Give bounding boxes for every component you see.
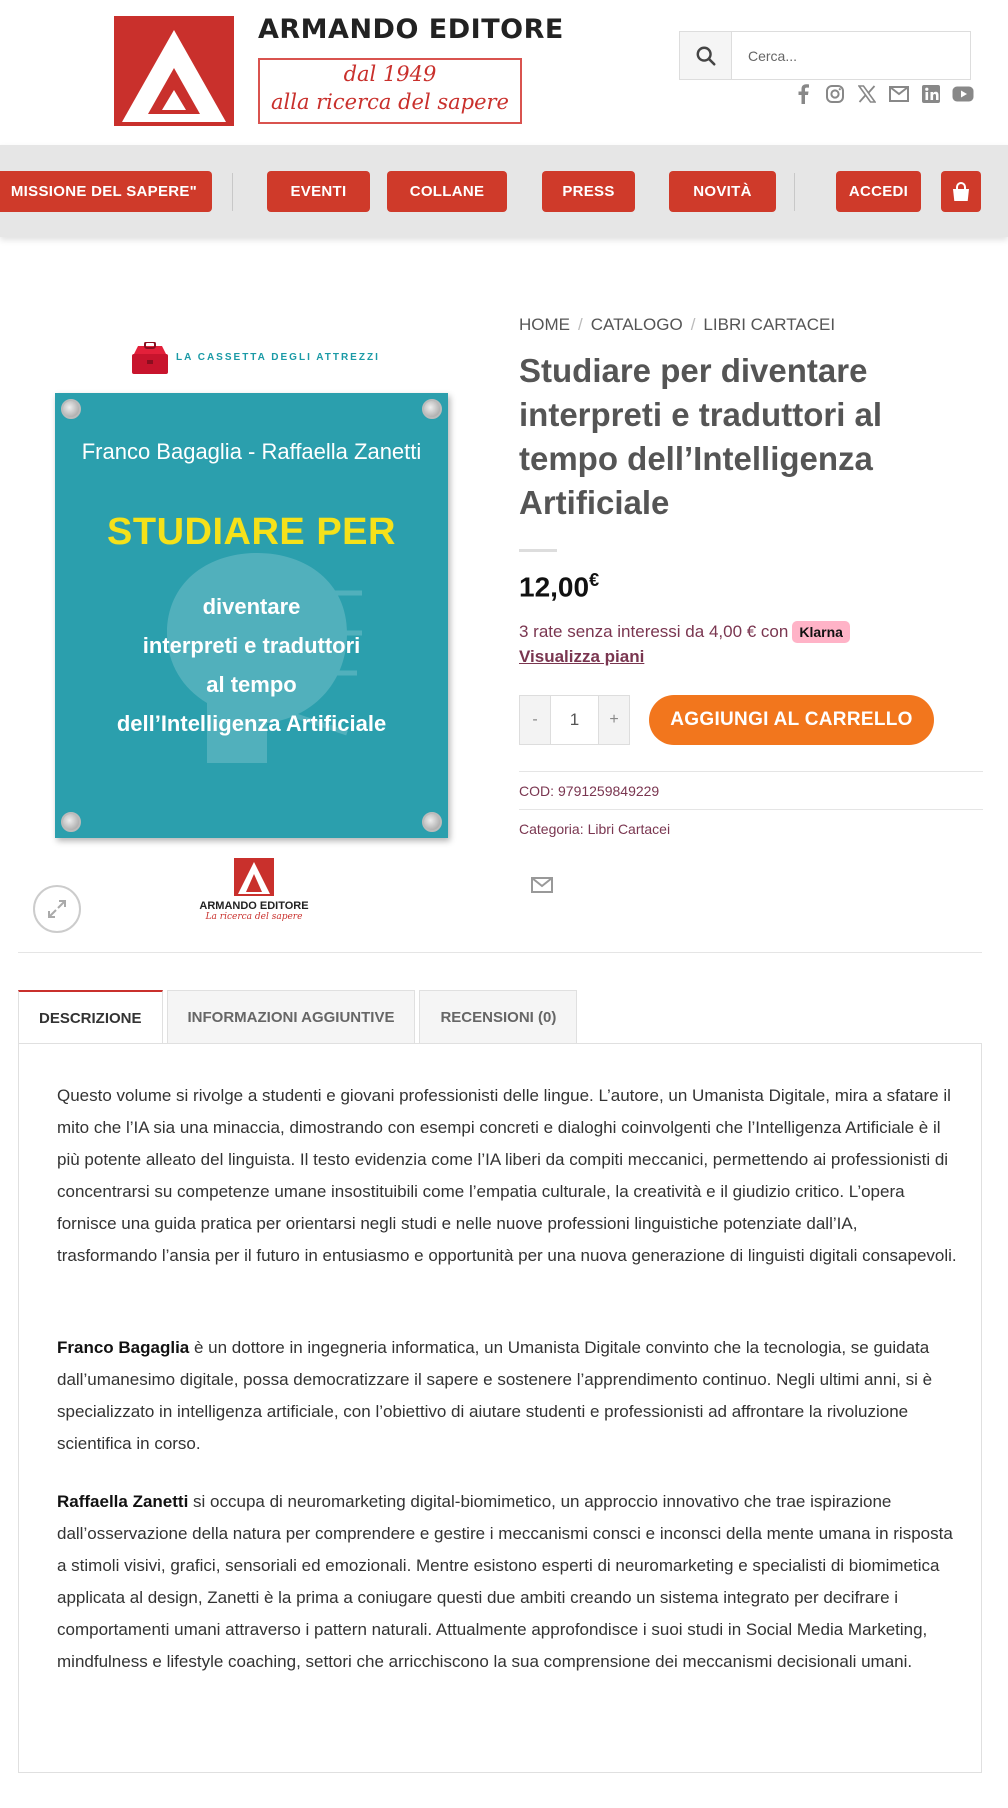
product-info <box>519 315 983 894</box>
category-row <box>519 810 983 848</box>
quantity-stepper <box>519 695 630 745</box>
category-link[interactable]: Libri Cartacei <box>587 821 671 838</box>
add-to-cart-row <box>519 695 983 745</box>
shopping-bag-icon <box>950 181 972 203</box>
search-input[interactable] <box>732 32 970 79</box>
search-icon <box>695 45 717 67</box>
brand-tagline <box>258 58 522 124</box>
nav-item-collane[interactable]: COLLANE <box>387 171 507 212</box>
sku-row <box>519 772 983 810</box>
breadcrumb-libri-cartacei[interactable]: LIBRI CARTACEI <box>703 315 836 334</box>
main-nav <box>0 145 1008 237</box>
series-banner-text: LA CASSETTA DEGLI ATTREZZI <box>176 352 380 363</box>
author-name: Raffaella Zanetti <box>57 1492 189 1511</box>
publisher-logo-mark <box>234 858 274 896</box>
instagram-icon[interactable] <box>824 83 846 105</box>
nav-item-missione[interactable]: MISSIONE DEL SAPERE" <box>0 171 212 212</box>
cover-subtitle-line: diventare <box>202 594 301 619</box>
publisher-logo <box>194 858 314 938</box>
screw-decoration <box>422 812 442 832</box>
sku-label: COD: <box>519 782 554 799</box>
brand-tagline-line2: alla ricerca del sapere <box>271 90 509 114</box>
login-button[interactable]: ACCEDI <box>836 171 921 212</box>
expand-icon <box>45 897 69 921</box>
author-bio-zanetti <box>57 1486 957 1678</box>
screw-decoration <box>422 399 442 419</box>
author-bio-text: è un dottore in ingegneria informatica, un Umanista Digitale convinto che la tecnologia, se guidata dall’umanesimo digitale, possa democratizzare il sapere e sostenere l’apprendimento continuo. Negli ultimi anni, si è specializzato in intelligenza artificiale, con l’obiettivo di aiutare studenti e professionisti ad affrontare la rivoluzione scientifica in corso. <box>57 1338 933 1453</box>
tab-informazioni-aggiuntive[interactable]: INFORMAZIONI AGGIUNTIVE <box>167 990 416 1044</box>
section-divider <box>18 952 982 953</box>
brand-tagline-line1: dal 1949 <box>343 62 437 86</box>
nav-separator <box>232 173 233 211</box>
quantity-increase-button[interactable]: + <box>599 696 629 744</box>
quantity-decrease-button[interactable]: - <box>520 696 550 744</box>
logo-mark <box>114 16 234 126</box>
title-divider <box>519 549 557 552</box>
share-email-button[interactable] <box>531 876 553 894</box>
cover-subtitle-line: dell’Intelligenza Artificiale <box>116 711 387 736</box>
klarna-info <box>519 621 983 667</box>
nav-item-novita[interactable]: NOVITÀ <box>669 171 776 212</box>
email-icon <box>531 876 553 894</box>
quantity-input[interactable] <box>550 696 599 744</box>
facebook-icon[interactable] <box>792 83 814 105</box>
cart-button[interactable] <box>941 171 981 212</box>
screw-decoration <box>61 399 81 419</box>
screw-decoration <box>61 812 81 832</box>
category-label: Categoria: <box>519 821 584 838</box>
nav-item-press[interactable]: PRESS <box>542 171 635 212</box>
nav-item-eventi[interactable]: EVENTI <box>267 171 370 212</box>
cover-subtitle-line: al tempo <box>206 672 297 697</box>
breadcrumb-home[interactable]: HOME <box>519 315 570 334</box>
product-meta <box>519 771 983 848</box>
tab-recensioni[interactable]: RECENSIONI (0) <box>419 990 577 1044</box>
product-title: Studiare per diventare interpreti e traduttori al tempo dell’Intelligenza Artificiale <box>519 352 883 521</box>
breadcrumb: HOME / CATALOGO / LIBRI CARTACEI <box>519 315 836 334</box>
nav-separator <box>794 173 795 211</box>
tab-descrizione[interactable]: DESCRIZIONE <box>18 990 163 1044</box>
book-cover <box>55 393 448 838</box>
description-paragraph: Questo volume si rivolge a studenti e giovani professionisti delle lingue. L’autore, un Umanista Digitale, mira a sfatare il mito che l’IA sia una minaccia, dimostrando con esempi concreti e dialoghi coinvolgenti che l’Intelligenza Artificiale è il più potente alleato del linguista. Il testo evidenzia come l’IA liberi da compiti meccanici, permettendo ai professionisti di concentrarsi su competenze umane insostituibili come l’empatia culturale, la creatività e il giudizio critico. L’opera fornisce una guida pratica per orientarsi negli studi e nelle nuove professioni linguistiche potenziate dall’IA, trasformando l’ansia per il futuro in entusiasmo e opportunità per una nuova generazione di linguisti digitali consapevoli. <box>57 1086 957 1265</box>
author-name: Franco Bagaglia <box>57 1338 190 1357</box>
site-header <box>0 0 1008 145</box>
youtube-icon[interactable] <box>952 83 974 105</box>
author-bio-bagaglia <box>57 1332 957 1460</box>
zoom-button[interactable] <box>33 885 81 933</box>
price-value: 12,00 <box>519 571 590 603</box>
product-tabs <box>18 990 577 1044</box>
publisher-tagline: La ricerca del sapere <box>205 912 303 922</box>
linkedin-icon[interactable] <box>920 83 942 105</box>
product-price <box>519 570 983 603</box>
klarna-plans-link[interactable]: Visualizza piani <box>519 647 645 667</box>
series-banner <box>130 342 400 374</box>
site-logo[interactable] <box>114 14 564 132</box>
cover-subtitle-line: interpreti e traduttori <box>142 633 361 658</box>
breadcrumb-catalogo[interactable]: CATALOGO <box>590 315 683 334</box>
add-to-cart-button[interactable]: AGGIUNGI AL CARRELLO <box>649 695 934 745</box>
author-bio-text: si occupa di neuromarketing digital-biomimetico, un approccio innovativo che trae ispirazione dall’osservazione della natura per comprendere e gestire i meccanismi consci e inconsci della mente umana in risposta a stimoli visivi, grafici, sensoriali ed emozionali. Mentre esistono esperti di neuromarketing e specialisti di biomimetica applicata al design, Zanetti è la prima a coniugare questi due ambiti creando un sistema integrato per decifrare i comportamenti umani attraverso i pattern naturali. Attualmente approfondisce i suoi studi in Social Media Marketing, mindfulness e lifestyle coaching, settori che arricchiscono la sua comprensione dei meccanismi decisionali umani. <box>57 1492 953 1671</box>
klarna-text: 3 rate senza interessi da 4,00 € con <box>519 622 789 642</box>
cover-title: STUDIARE PER <box>107 511 396 553</box>
price-currency: € <box>589 570 600 590</box>
klarna-badge: Klarna <box>792 621 850 643</box>
x-icon[interactable] <box>856 83 878 105</box>
brand-name: ARMANDO EDITORE <box>258 14 564 45</box>
search-button[interactable] <box>680 32 732 79</box>
description-panel <box>18 1043 982 1773</box>
sku-value: 9791259849229 <box>558 782 660 799</box>
toolbox-icon <box>130 342 170 376</box>
product-image[interactable] <box>30 330 462 940</box>
publisher-name: ARMANDO EDITORE <box>199 900 309 912</box>
search-box <box>679 31 971 80</box>
email-icon[interactable] <box>888 83 910 105</box>
cover-authors: Franco Bagaglia - Raffaella Zanetti <box>81 439 422 464</box>
cover-subtitle <box>55 587 448 743</box>
social-links <box>792 83 974 107</box>
